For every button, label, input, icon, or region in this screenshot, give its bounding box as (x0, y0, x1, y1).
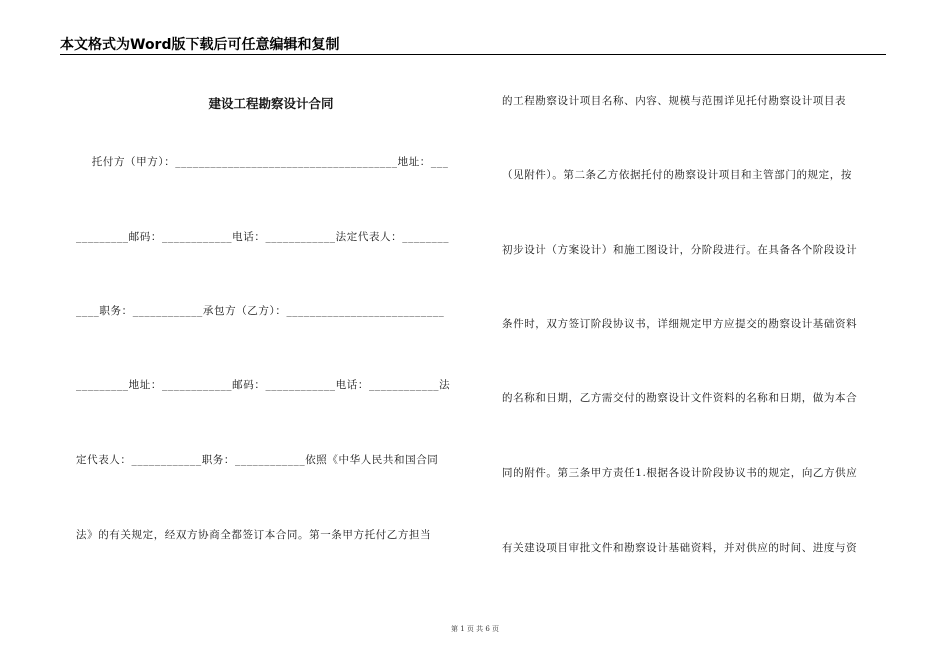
right-text-line: （见附件）。第二条乙方依据托付的勘察设计项目和主管部门的规定，按 (502, 169, 852, 181)
right-text-line: 条件时，双方签订阶段协议书，详细规定甲方应提交的勘察设计基础资料 (502, 318, 858, 330)
page-number: 第 1 页 共 6 页 (450, 625, 500, 633)
download-banner: 本文格式为Word版下载后可任意编辑和复制 (60, 37, 340, 53)
left-text-line: 法》的有关规定，经双方协商全都签订本合同。第一条甲方托付乙方担当 (76, 529, 432, 541)
header-rule (60, 54, 886, 55)
left-text-line: _________邮码：____________电话：____________法定代表人：________ (76, 231, 450, 243)
left-text-line: 定代表人：____________职务：____________依照《中华人民共和国合同 (76, 454, 439, 466)
left-text-line: 托付方（甲方）：______________________________________地址：___ (76, 156, 449, 168)
left-text-line: ____职务：____________承包方（乙方）：___________________________ (76, 305, 445, 317)
document-title: 建设工程勘察设计合同 (208, 96, 334, 111)
right-text-line: 的工程勘察设计项目名称、内容、规模与范围详见托付勘察设计项目表 (502, 95, 847, 107)
left-text-line: _________地址：____________邮码：____________电话：____________法 (76, 379, 451, 391)
right-text-line: 有关建设项目审批文件和勘察设计基础资料，并对供应的时间、进度与资 (502, 542, 858, 554)
right-text-line: 的名称和日期，乙方需交付的勘察设计文件资料的名称和日期，做为本合 (502, 392, 858, 404)
right-text-line: 初步设计（方案设计）和施工图设计，分阶段进行。在具备各个阶段设计 (502, 244, 858, 256)
right-text-line: 同的附件。第三条甲方责任1.根据各设计阶段协议书的规定，向乙方供应 (502, 467, 858, 479)
